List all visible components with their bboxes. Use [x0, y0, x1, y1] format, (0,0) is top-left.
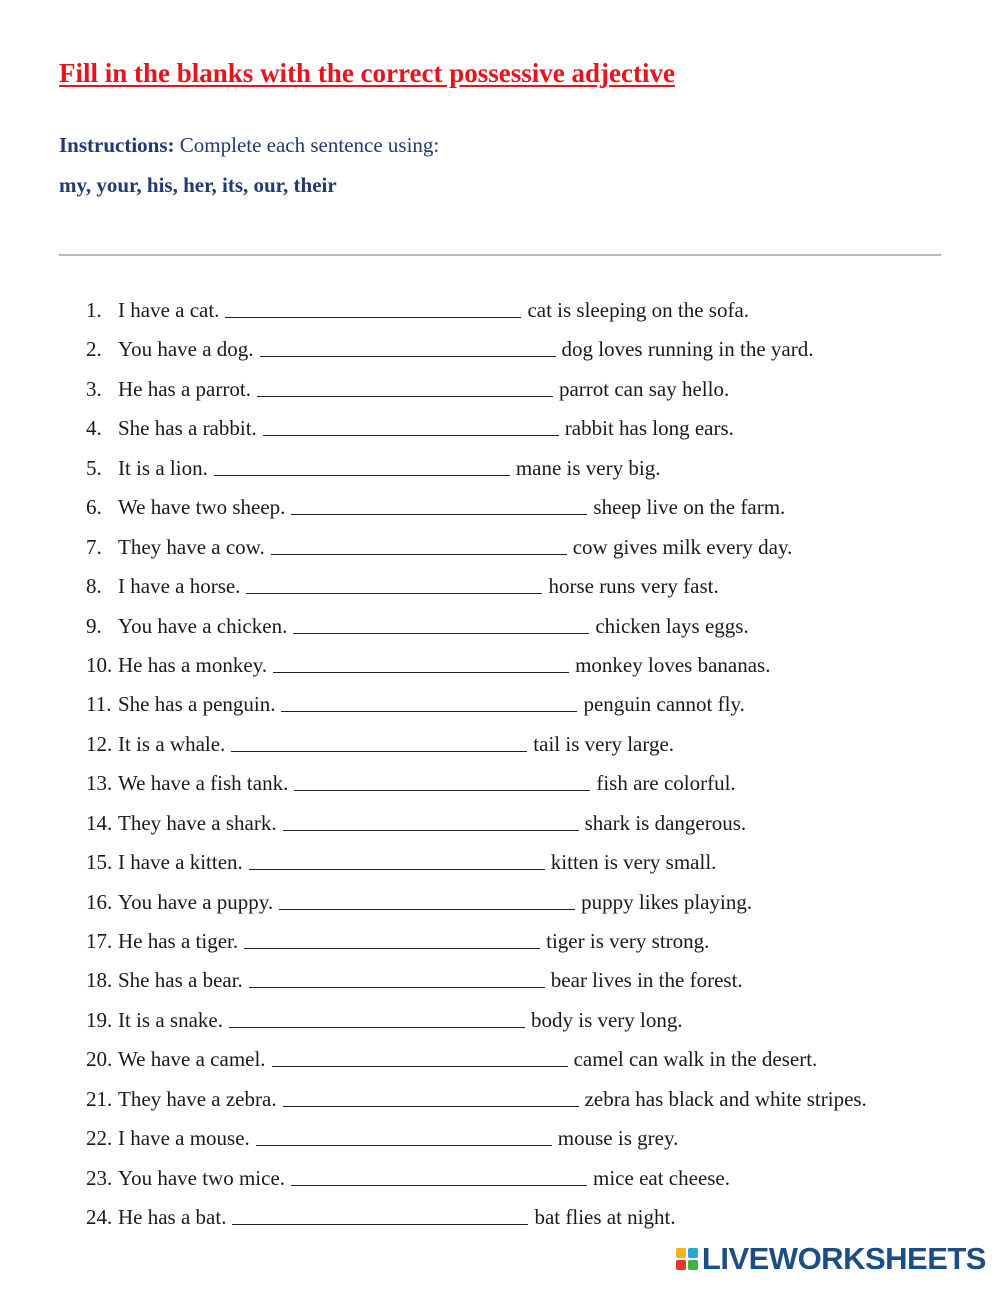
question-prompt: She has a bear. — [118, 968, 243, 993]
question-continuation: penguin cannot fly. — [583, 692, 745, 717]
question-prompt: You have two mice. — [118, 1165, 286, 1190]
answer-blank[interactable] — [291, 494, 587, 515]
question-prompt: She has a penguin. — [118, 692, 276, 717]
question-number: 9. — [86, 613, 102, 638]
question-prompt: I have a mouse. — [118, 1126, 250, 1151]
question-item — [86, 493, 966, 532]
answer-blank[interactable] — [291, 1165, 587, 1186]
question-prompt: You have a chicken. — [118, 613, 288, 638]
question-number: 15. — [86, 850, 113, 875]
question-prompt: You have a dog. — [118, 337, 254, 362]
question-number: 1. — [86, 298, 102, 322]
answer-blank[interactable] — [294, 770, 590, 791]
answer-blank[interactable] — [271, 534, 567, 555]
question-number: 4. — [86, 416, 102, 441]
question-item — [86, 1006, 966, 1045]
question-prompt: We have a camel. — [118, 1047, 266, 1072]
answer-blank[interactable] — [283, 810, 579, 831]
question-continuation: mice eat cheese. — [593, 1165, 731, 1190]
question-number: 8. — [86, 574, 102, 599]
question-prompt: It is a snake. — [118, 1007, 223, 1032]
question-continuation: parrot can say hello. — [558, 376, 730, 401]
question-continuation: chicken lays eggs. — [595, 613, 749, 638]
question-prompt: We have two sheep. — [118, 495, 286, 520]
question-continuation: rabbit has long ears. — [564, 416, 734, 441]
answer-blank[interactable] — [246, 573, 542, 594]
answer-blank[interactable] — [256, 1125, 552, 1146]
question-prompt: She has a rabbit. — [118, 416, 257, 441]
answer-blank[interactable] — [263, 415, 559, 436]
worksheet-title: Fill in the blanks with the correct possessive adjective — [59, 58, 675, 88]
question-item — [86, 690, 966, 729]
question-number: 6. — [86, 495, 102, 520]
answer-blank[interactable] — [231, 731, 527, 752]
question-item — [86, 1045, 966, 1084]
answer-blank[interactable] — [273, 652, 569, 673]
question-prompt: He has a tiger. — [118, 929, 239, 953]
question-continuation: monkey loves bananas. — [575, 652, 771, 677]
question-continuation: dog loves running in the yard. — [561, 337, 814, 362]
question-prompt: I have a horse. — [118, 574, 241, 599]
answer-blank[interactable] — [229, 1007, 525, 1028]
question-prompt: I have a cat. — [118, 298, 220, 322]
question-continuation: shark is dangerous. — [584, 810, 747, 835]
question-prompt: We have a fish tank. — [118, 771, 289, 796]
question-continuation: cow gives milk every day. — [572, 534, 793, 559]
question-item — [86, 888, 966, 927]
answer-blank[interactable] — [272, 1046, 568, 1067]
liveworksheets-logo — [676, 1241, 986, 1277]
answer-blank[interactable] — [283, 1086, 579, 1107]
question-item — [86, 612, 966, 651]
question-continuation: bat flies at night. — [534, 1205, 676, 1230]
question-item — [86, 927, 966, 966]
question-item — [86, 533, 966, 572]
question-number: 14. — [86, 810, 113, 835]
question-number: 23. — [86, 1165, 113, 1190]
question-prompt: He has a parrot. — [118, 376, 251, 401]
possessive-word-list: my, your, his, her, its, our, their — [59, 173, 337, 197]
question-item — [86, 454, 966, 493]
answer-blank[interactable] — [257, 376, 553, 397]
answer-blank[interactable] — [232, 1204, 528, 1225]
instructions-label: Instructions: — [59, 133, 175, 157]
question-continuation: mouse is grey. — [557, 1126, 679, 1151]
question-number: 16. — [86, 889, 113, 914]
question-continuation: camel can walk in the desert. — [573, 1047, 818, 1072]
question-number: 11. — [86, 692, 112, 717]
question-prompt: He has a bat. — [118, 1205, 227, 1230]
question-number: 3. — [86, 376, 102, 401]
question-prompt: He has a monkey. — [118, 652, 268, 677]
question-number: 13. — [86, 771, 113, 796]
question-continuation: cat is sleeping on the sofa. — [527, 298, 750, 322]
question-item — [86, 375, 966, 414]
question-number: 2. — [86, 337, 102, 362]
logo-icon — [676, 1248, 698, 1270]
answer-blank[interactable] — [260, 336, 556, 357]
question-number: 20. — [86, 1047, 113, 1072]
answer-blank[interactable] — [279, 889, 575, 910]
question-item — [86, 1085, 966, 1124]
question-item — [86, 572, 966, 611]
question-continuation: fish are colorful. — [596, 771, 736, 796]
question-item — [86, 296, 966, 335]
question-continuation: zebra has black and white stripes. — [584, 1086, 867, 1111]
question-number: 24. — [86, 1205, 113, 1230]
question-item — [86, 966, 966, 1005]
answer-blank[interactable] — [293, 613, 589, 634]
question-prompt: You have a puppy. — [118, 889, 274, 914]
logo-square-3 — [676, 1260, 686, 1270]
question-item — [86, 414, 966, 453]
question-prompt: They have a zebra. — [118, 1086, 277, 1111]
question-item — [86, 1203, 966, 1242]
question-prompt: I have a kitten. — [118, 850, 243, 875]
question-continuation: bear lives in the forest. — [550, 968, 743, 993]
question-item — [86, 809, 966, 848]
logo-square-2 — [688, 1248, 698, 1258]
answer-blank[interactable] — [244, 928, 540, 949]
question-item — [86, 1124, 966, 1163]
question-item — [86, 730, 966, 769]
question-number: 5. — [86, 455, 102, 480]
question-item — [86, 651, 966, 690]
logo-square-1 — [676, 1248, 686, 1258]
question-item — [86, 769, 966, 808]
divider — [59, 254, 941, 256]
question-prompt: They have a cow. — [118, 534, 265, 559]
question-number: 22. — [86, 1126, 113, 1151]
question-number: 21. — [86, 1086, 113, 1111]
question-continuation: horse runs very fast. — [548, 574, 719, 599]
question-prompt: It is a lion. — [118, 455, 208, 480]
question-number: 19. — [86, 1007, 113, 1032]
question-continuation: body is very long. — [530, 1007, 683, 1032]
question-number: 7. — [86, 534, 102, 559]
question-number: 10. — [86, 652, 113, 677]
logo-square-4 — [688, 1260, 698, 1270]
answer-blank[interactable] — [225, 297, 521, 318]
question-prompt: They have a shark. — [118, 810, 277, 835]
answer-blank[interactable] — [249, 967, 545, 988]
question-item — [86, 335, 966, 374]
logo-text: LIVEWORKSHEETS — [701, 1241, 986, 1276]
question-number: 17. — [86, 929, 113, 953]
question-number: 12. — [86, 731, 113, 756]
question-prompt: It is a whale. — [118, 731, 226, 756]
answer-blank[interactable] — [249, 849, 545, 870]
question-continuation: kitten is very small. — [550, 850, 717, 875]
question-continuation: tail is very large. — [533, 731, 675, 756]
question-continuation: sheep live on the farm. — [593, 495, 786, 520]
question-item — [86, 848, 966, 887]
question-number: 18. — [86, 968, 113, 993]
instructions — [59, 133, 439, 158]
answer-blank[interactable] — [214, 455, 510, 476]
question-continuation: puppy likes playing. — [581, 889, 753, 914]
instructions-text: Complete each sentence using: — [174, 133, 440, 157]
answer-blank[interactable] — [281, 691, 577, 712]
question-continuation: mane is very big. — [515, 455, 661, 480]
question-continuation: tiger is very strong. — [546, 929, 710, 953]
question-item — [86, 1164, 966, 1203]
question-list — [86, 296, 966, 1243]
